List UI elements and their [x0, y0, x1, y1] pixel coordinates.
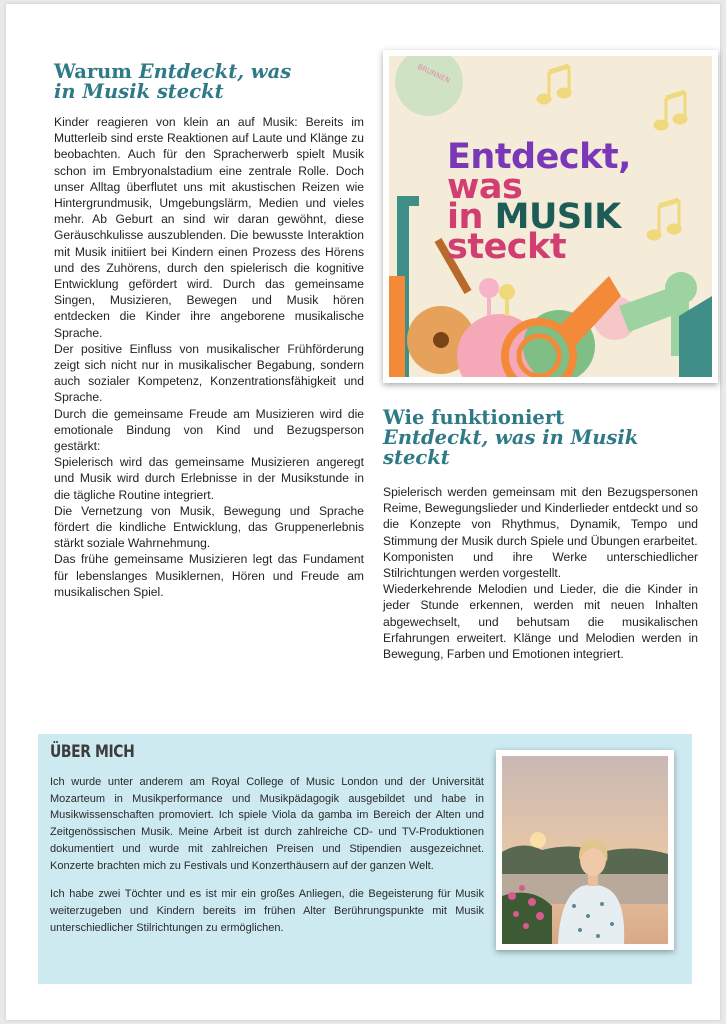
paragraph: Komponisten und ihre Werke unterschiedlicher Stilrichtungen werden vorgestellt.	[383, 549, 698, 581]
cover-title-line4: steckt	[447, 227, 567, 267]
heading-why-italic: Entdeckt, was	[138, 60, 292, 83]
paragraph: Spielerisch wird das gemeinsame Musizieren angeregt und Musik wird durch Erlebnisse in der Musikstunde in die tägliche Routine integriert.	[54, 455, 364, 502]
paragraph: Wiederkehrende Melodien und Lieder, die die Kinder in jeder Stunde erkennen, werden mit neuen Inhalten abgewechselt, und behutsam die musikalischen Erfahrungen erweitert. Klänge und Melodien werden in Bewegung, Farben und Emotionen integriert.	[383, 582, 698, 662]
cover-title-line1: Entdeckt,	[447, 137, 631, 177]
cover-image	[383, 50, 718, 383]
cover-title	[447, 137, 631, 267]
paragraph: Spielerisch werden gemeinsam mit den Bezugspersonen Reime, Bewegungslieder und Kinderlieder entdeckt und so die Konzepte von Rhythmus, Dynamik, Tempo und Stimmung der Musik durch Spiele und Übungen erarbeitet.	[383, 485, 698, 548]
paragraph: Die Vernetzung von Musik, Bewegung und Sprache fördert die kindliche Entwicklung, das Gruppenerlebnis stärkt soziale Wahrnehmung.	[54, 503, 364, 551]
svg-text:BRUNNEN: BRUNNEN	[416, 62, 452, 85]
paragraph: Ich wurde unter anderem am Royal College of Music London und der Universität Mozarteum in Musikperformance und Musikpädagogik ausgebildet und habe in Musikwissenschaften promoviert. Ich spiele Viola da gamba im Bereich der Alten und Zeitgenössischen Musik. Meine Arbeit ist durch zahlreiche CD- und TV-Produktionen dokumentiert und wurde mit zahlreichen Preisen und Stipendien ausgezeichnet. Konzerte brachten mich zu Festivals und Konzerthäusern auf der ganzen Welt.	[50, 776, 484, 872]
section-heading-why	[54, 62, 374, 102]
about-heading: ÜBER MICH	[50, 742, 135, 762]
heading-why-plain: Warum	[54, 60, 139, 83]
portrait-illustration	[502, 756, 668, 944]
paragraph: Kinder reagieren von klein an auf Musik: Bereits im Mutterleib sind erste Reaktionen auf Laute und Klänge zu beobachten. Auch für den Spracherwerb spielt Musik schon im Embryonalstadium eine zentrale Rolle. Doch unser Alltag überflutet uns mit akustischen Reizen wie Hintergrundmusik, Umgebungslärm, Medien und vieles mehr. Ab Geburt an sind wir daran gewöhnt, diese Geräuschkulisse auszublenden. Die bewusste Interaktion mit Musik initiiert bei Kindern einen Prozess des Hörens und des Zuhörens, durch den spielerisch die kognitive Entwicklung gefördert wird. Durch das gemeinsame Singen, Musizieren, Bewegen und Musik hören entdecken die Kinder ihre angeborene musikalische Sprache.	[54, 115, 364, 340]
section-why-body	[54, 114, 364, 600]
paragraph: Der positive Einfluss von musikalischer Frühförderung zeigt sich nicht nur in musikalischer Begabung, sondern auch sozialer Kompetenz, Konzentrationsfähigkeit und Sprache.	[54, 341, 364, 405]
cover-title-in: in	[447, 197, 495, 237]
section-heading-how	[383, 408, 718, 468]
cover-title-line2: was	[447, 167, 523, 207]
heading-how-line3: steckt	[383, 446, 450, 469]
about-me-box	[38, 734, 692, 984]
paragraph: Durch die gemeinsame Freude am Musizieren wird die emotionale Bindung von Kind und Bezugsperson gestärkt:	[54, 406, 364, 454]
brochure-page	[6, 4, 720, 1020]
heading-why-line2: in Musik steckt	[54, 80, 224, 103]
paragraph: Das frühe gemeinsame Musizieren legt das Fundament für lebenslanges Musiklernen, Hören und Freude am musikalischen Spiel.	[54, 552, 364, 599]
heading-how-line1: Wie funktioniert	[383, 406, 565, 429]
about-text	[50, 774, 484, 936]
heading-how-line2: Entdeckt, was in Musik	[383, 426, 639, 449]
section-how-body	[383, 484, 698, 662]
cover-title-musik: MUSIK	[494, 197, 621, 237]
portrait-photo	[496, 750, 674, 950]
paragraph: Ich habe zwei Töchter und es ist mir ein großes Anliegen, die Begeisterung für Musik weiterzugeben und Kindern bereits im frühen Alter Berührungspunkte mit Musik unterschiedlicher Stilrichtungen zu ermöglichen.	[50, 888, 484, 934]
